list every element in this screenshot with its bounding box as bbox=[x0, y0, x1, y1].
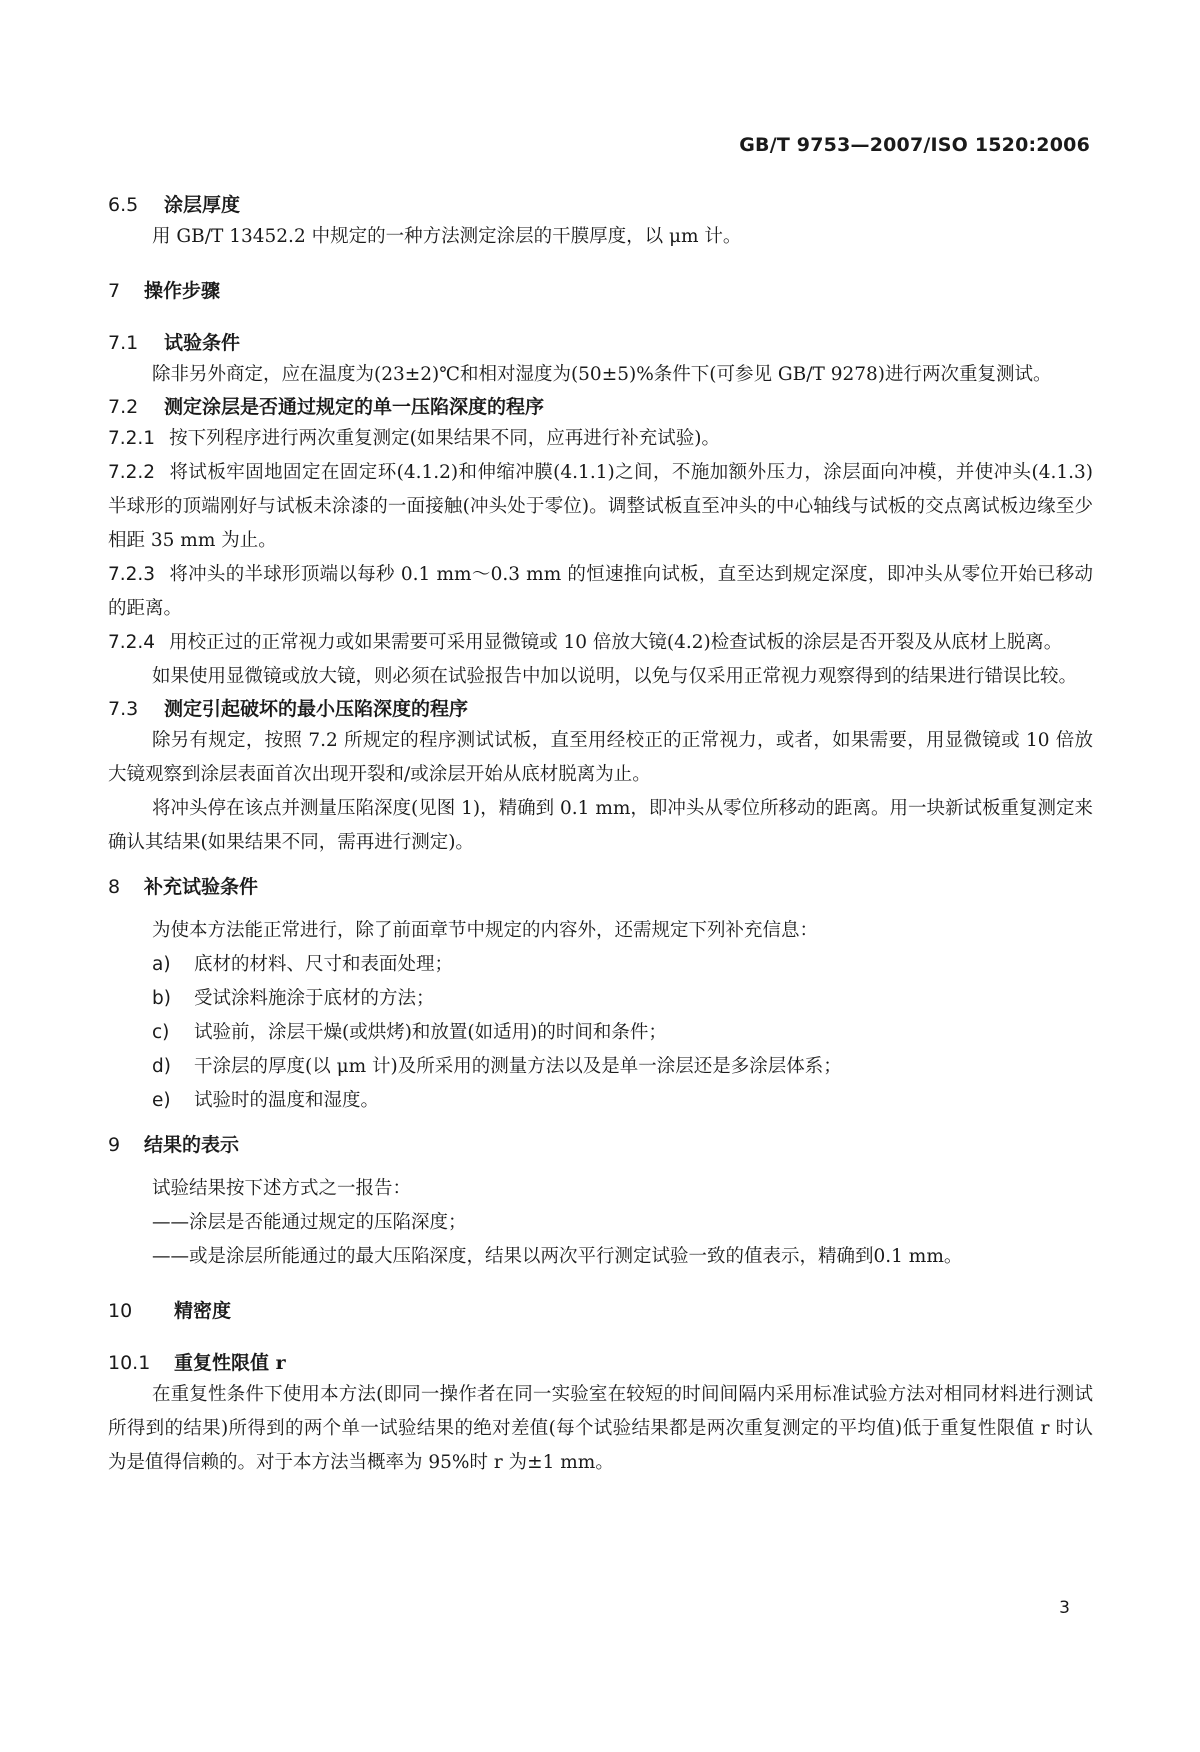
paragraph: 试验结果按下述方式之一报告： bbox=[152, 1178, 412, 1199]
section-number: 7.2 bbox=[108, 396, 139, 418]
section-number: 8 bbox=[108, 876, 121, 898]
list-label: a) bbox=[152, 954, 171, 975]
section-7-2-heading bbox=[108, 392, 1093, 422]
dash-list-item: ——涂层是否能通过规定的压陷深度； bbox=[152, 1212, 467, 1233]
clause-7-2-4 bbox=[108, 626, 1093, 660]
section-title: 精密度 bbox=[174, 1300, 232, 1322]
section-number: 6.5 bbox=[108, 194, 139, 216]
section-title: 重复性限值 r bbox=[174, 1352, 286, 1374]
list-text: 干涂层的厚度(以 μm 计)及所采用的测量方法以及是单一涂层还是多涂层体系； bbox=[194, 1056, 842, 1077]
list-item bbox=[152, 982, 1093, 1016]
section-number: 10 bbox=[108, 1300, 133, 1322]
section-title: 试验条件 bbox=[164, 332, 241, 354]
list-label: b) bbox=[152, 988, 171, 1009]
paragraph: 将冲头停在该点并测量压陷深度(见图 1)，精确到 0.1 mm，即冲头从零位所移动的距离。用一块新试板重复测定来确认其结果(如果结果不同，需再进行测定)。 bbox=[108, 798, 1093, 853]
list-item bbox=[152, 1016, 1093, 1050]
dash-list-item: ——或是涂层所能通过的最大压陷深度，结果以两次平行测定试验一致的值表示，精确到0.1 mm。 bbox=[152, 1246, 963, 1267]
document-body bbox=[108, 190, 1093, 1480]
section-7-heading bbox=[108, 276, 1093, 306]
list-label: d) bbox=[152, 1056, 171, 1077]
section-7-1-heading bbox=[108, 328, 1093, 358]
section-number: 9 bbox=[108, 1134, 121, 1156]
clause-text: 将冲头的半球形顶端以每秒 0.1 mm～0.3 mm 的恒速推向试板，直至达到规定深度，即冲头从零位开始已移动的距离。 bbox=[108, 564, 1093, 619]
clause-text: 按下列程序进行两次重复测定(如果结果不同，应再进行补充试验)。 bbox=[169, 428, 721, 449]
list-text: 试验前，涂层干燥(或烘烤)和放置(如适用)的时间和条件； bbox=[194, 1022, 667, 1043]
clause-text: 用校正过的正常视力或如果需要可采用显微镜或 10 倍放大镜(4.2)检查试板的涂层是否开裂及从底材上脱离。 bbox=[169, 632, 1063, 653]
list-text: 试验时的温度和湿度。 bbox=[194, 1090, 380, 1111]
section-6-5-heading bbox=[108, 190, 1093, 220]
section-7-3-heading bbox=[108, 694, 1093, 724]
section-number: 7.3 bbox=[108, 698, 139, 720]
section-number: 7 bbox=[108, 280, 121, 302]
clause-7-2-3 bbox=[108, 558, 1093, 626]
clause-7-2-1 bbox=[108, 422, 1093, 456]
paragraph: 用 GB/T 13452.2 中规定的一种方法测定涂层的干膜厚度，以 μm 计。 bbox=[152, 226, 742, 247]
clause-text: 将试板牢固地固定在固定环(4.1.2)和伸缩冲膜(4.1.1)之间，不施加额外压力，涂层面向冲模，并使冲头(4.1.3)半球形的顶端刚好与试板未涂漆的一面接触(冲头处于零位)。调整试板直至冲头的中心轴线与试板的交点离试板边缘至少相距 35 mm 为止。 bbox=[108, 462, 1093, 551]
clause-7-2-2 bbox=[108, 456, 1093, 558]
section-number: 7.1 bbox=[108, 332, 139, 354]
section-10-heading bbox=[108, 1296, 1093, 1326]
supplementary-info-list bbox=[152, 948, 1093, 1118]
section-number: 10.1 bbox=[108, 1352, 151, 1374]
list-label: e) bbox=[152, 1090, 171, 1111]
section-title: 结果的表示 bbox=[144, 1134, 240, 1156]
paragraph: 除另有规定，按照 7.2 所规定的程序测试试板，直至用经校正的正常视力，或者，如果需要，用显微镜或 10 倍放大镜观察到涂层表面首次出现开裂和/或涂层开始从底材脱离为止。 bbox=[108, 730, 1093, 785]
list-item bbox=[152, 1050, 1093, 1084]
section-title: 测定涂层是否通过规定的单一压陷深度的程序 bbox=[164, 396, 545, 418]
section-9-heading bbox=[108, 1130, 1093, 1160]
list-text: 底材的材料、尺寸和表面处理； bbox=[194, 954, 454, 975]
clause-number: 7.2.4 bbox=[108, 632, 156, 653]
list-label: c) bbox=[152, 1022, 170, 1043]
clause-number: 7.2.2 bbox=[108, 462, 156, 483]
list-text: 受试涂料施涂于底材的方法； bbox=[194, 988, 435, 1009]
paragraph: 在重复性条件下使用本方法(即同一操作者在同一实验室在较短的时间间隔内采用标准试验方法对相同材料进行测试所得到的结果)所得到的两个单一试验结果的绝对差值(每个试验结果都是两次重复测定的平均值)低于重复性限值 r 时认为是值得信赖的。对于本方法当概率为 95%时 r 为±1 mm。 bbox=[108, 1384, 1093, 1473]
section-8-heading bbox=[108, 872, 1093, 902]
section-title: 测定引起破坏的最小压陷深度的程序 bbox=[164, 698, 469, 720]
section-title: 涂层厚度 bbox=[164, 194, 241, 216]
clause-number: 7.2.1 bbox=[108, 428, 156, 449]
standard-code: GB/T 9753—2007/ISO 1520:2006 bbox=[739, 134, 1090, 156]
section-title: 操作步骤 bbox=[144, 280, 221, 302]
paragraph: 除非另外商定，应在温度为(23±2)℃和相对湿度为(50±5)%条件下(可参见 GB/T 9278)进行两次重复测试。 bbox=[152, 364, 1052, 385]
list-item bbox=[152, 1084, 1093, 1118]
list-item bbox=[152, 948, 1093, 982]
section-title: 补充试验条件 bbox=[144, 876, 259, 898]
paragraph: 如果使用显微镜或放大镜，则必须在试验报告中加以说明，以免与仅采用正常视力观察得到的结果进行错误比较。 bbox=[152, 666, 1078, 687]
paragraph: 为使本方法能正常进行，除了前面章节中规定的内容外，还需规定下列补充信息： bbox=[152, 920, 819, 941]
section-10-1-heading bbox=[108, 1348, 1093, 1378]
page-number: 3 bbox=[1059, 1598, 1070, 1618]
clause-number: 7.2.3 bbox=[108, 564, 156, 585]
